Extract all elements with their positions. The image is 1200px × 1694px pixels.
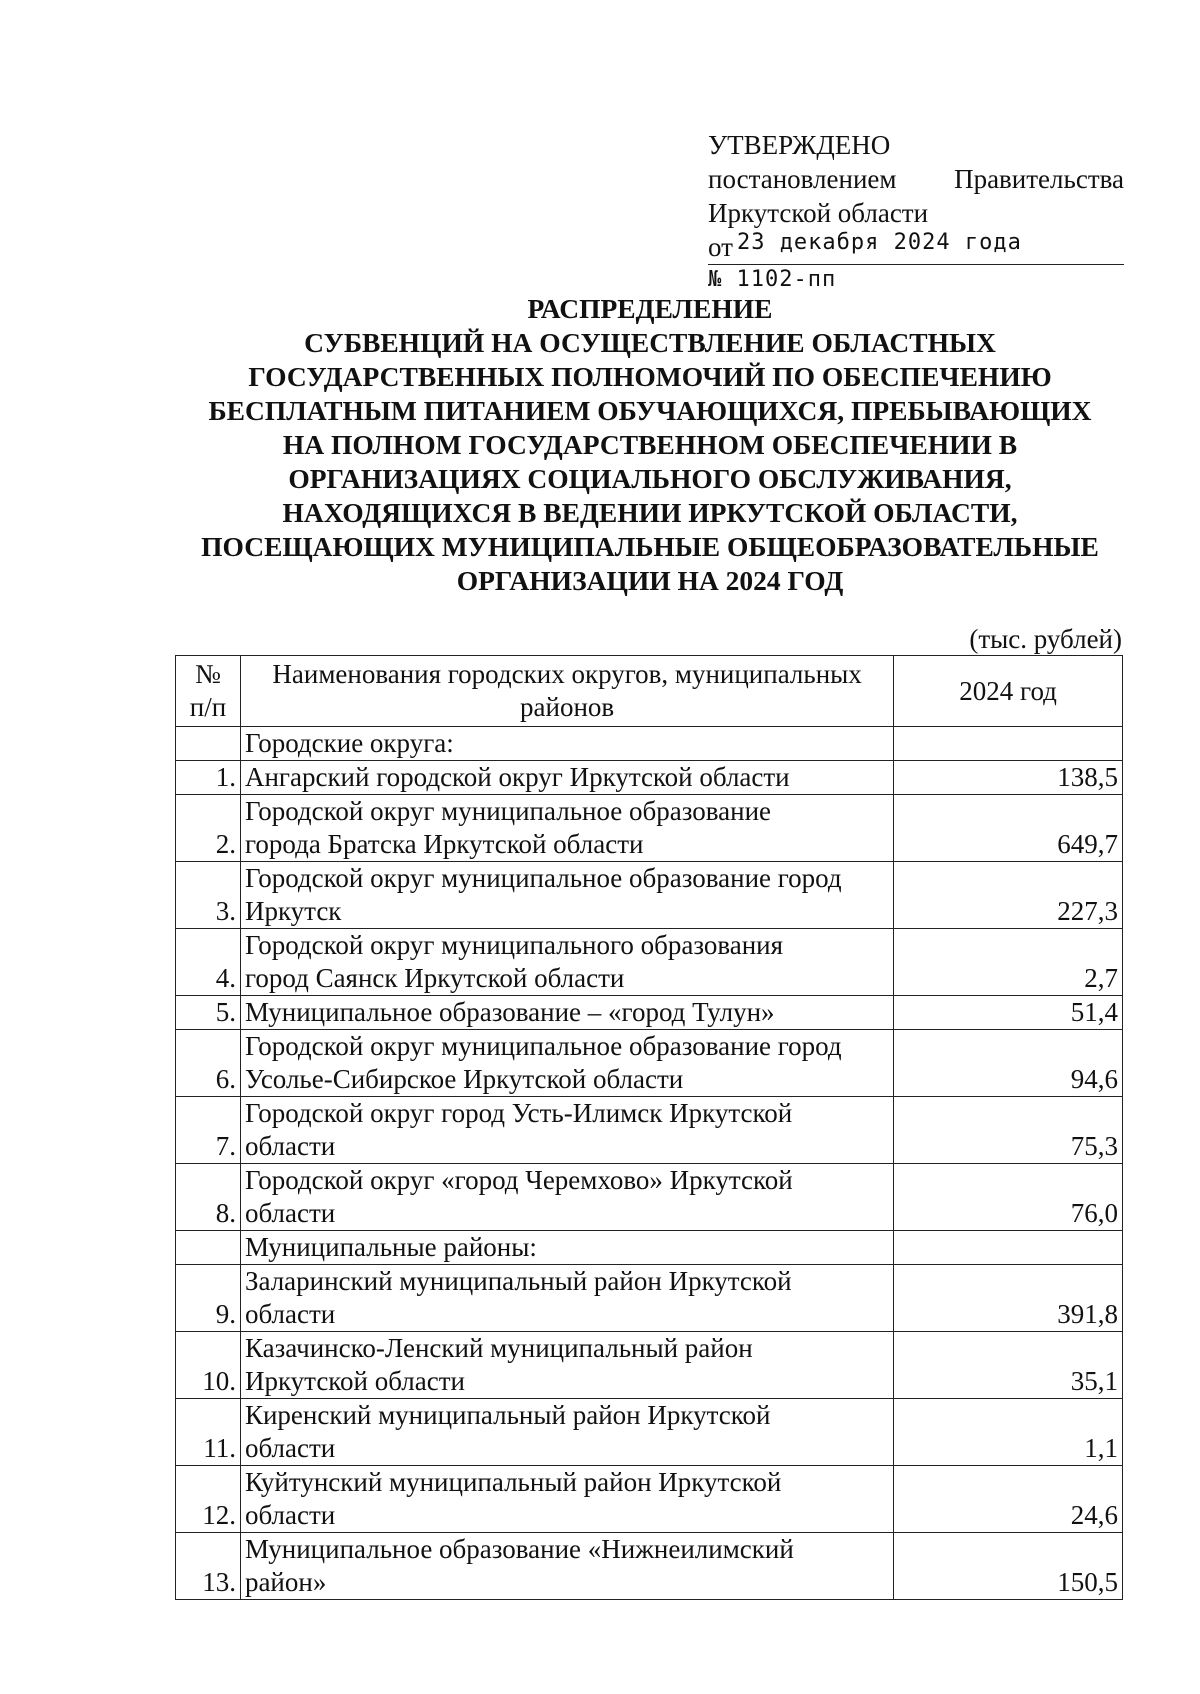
section-label: Городские округа: [240,727,893,761]
title-line: ОРГАНИЗАЦИИ НА 2024 ГОД [456,565,844,596]
section-row-city [176,727,1123,761]
row-number: 7. [176,1097,241,1164]
approval-number: № 1102-пп [708,267,837,292]
row-name: Казачинско-Ленский муниципальный район Иркутской области [240,1332,893,1399]
title-line: РАСПРЕДЕЛЕНИЕ [527,293,773,324]
title-line: СУБВЕНЦИЙ НА ОСУЩЕСТВЛЕНИЕ ОБЛАСТНЫХ [304,327,996,358]
row-number: 6. [176,1030,241,1097]
table-row [176,1097,1123,1164]
row-number: 2. [176,795,241,862]
table-row [176,795,1123,862]
header-name: Наименования городских округов, муниципальных районов [240,656,893,727]
row-name: Заларинский муниципальный район Иркутской области [240,1265,893,1332]
row-name: Городской округ муниципальное образование город Иркутск [240,862,893,929]
approved-label: УТВЕРЖДЕНО [708,130,891,160]
table-row [176,1466,1123,1533]
row-value: 76,0 [894,1164,1123,1231]
title-line: НАХОДЯЩИХСЯ В ВЕДЕНИИ ИРКУТСКОЙ ОБЛАСТИ, [282,497,1018,528]
title-line: ПОСЕЩАЮЩИХ МУНИЦИПАЛЬНЫЕ ОБЩЕОБРАЗОВАТЕЛЬНЫЕ [201,531,1099,562]
table-row [176,1265,1123,1332]
row-name: Куйтунский муниципальный район Иркутской области [240,1466,893,1533]
table-row [176,1164,1123,1231]
table-row [176,929,1123,996]
row-value: 2,7 [894,929,1123,996]
table-row [176,1533,1123,1600]
row-name: Киренский муниципальный район Иркутской области [240,1399,893,1466]
row-value: 1,1 [894,1399,1123,1466]
title-line: ГОСУДАРСТВЕННЫХ ПОЛНОМОЧИЙ ПО ОБЕСПЕЧЕНИЮ [248,361,1052,392]
approval-date-line [708,230,1124,265]
header-year: 2024 год [894,656,1123,727]
row-number: 1. [176,761,241,795]
table-row [176,761,1123,795]
row-number: 10. [176,1332,241,1399]
row-value: 75,3 [894,1097,1123,1164]
title-line: БЕСПЛАТНЫМ ПИТАНИЕМ ОБУЧАЮЩИХСЯ, ПРЕБЫВАЮЩИХ [208,395,1092,426]
row-number: 8. [176,1164,241,1231]
approved-region: Иркутской области [708,198,929,228]
units-label: (тыс. рублей) [969,624,1122,654]
table-header-row [176,656,1123,727]
row-value: 51,4 [894,996,1123,1030]
section-label: Муниципальные районы: [240,1231,893,1265]
table-row [176,996,1123,1030]
approval-date: 23 декабря 2024 года [736,230,1022,255]
row-number: 9. [176,1265,241,1332]
row-number: 4. [176,929,241,996]
row-number: 11. [176,1399,241,1466]
table-row [176,1399,1123,1466]
title-line: ОРГАНИЗАЦИЯХ СОЦИАЛЬНОГО ОБСЛУЖИВАНИЯ, [288,463,1012,494]
approved-by-line [708,162,1124,196]
row-name: Городской округ муниципальное образование город Усолье-Сибирское Иркутской области [240,1030,893,1097]
row-value: 227,3 [894,862,1123,929]
row-name: Ангарский городской округ Иркутской области [240,761,893,795]
row-name: Городской округ муниципального образования город Саянск Иркутской области [240,929,893,996]
row-value: 138,5 [894,761,1123,795]
document-title [150,292,1150,598]
approved-by-word: постановлением [708,164,897,194]
date-prefix: от [708,232,733,262]
row-name: Муниципальное образование – «город Тулун» [240,996,893,1030]
row-value: 649,7 [894,795,1123,862]
approval-stamp [708,128,1124,295]
row-name: Городской округ город Усть-Илимск Иркутской области [240,1097,893,1164]
row-number: 5. [176,996,241,1030]
header-number: № п/п [176,656,241,727]
row-number: 12. [176,1466,241,1533]
row-value: 94,6 [894,1030,1123,1097]
row-value: 35,1 [894,1332,1123,1399]
table-row [176,1030,1123,1097]
row-value: 24,6 [894,1466,1123,1533]
table-row [176,862,1123,929]
section-row-district [176,1231,1123,1265]
row-value: 150,5 [894,1533,1123,1600]
row-number: 3. [176,862,241,929]
row-number: 13. [176,1533,241,1600]
title-line: НА ПОЛНОМ ГОСУДАРСТВЕННОМ ОБЕСПЕЧЕНИИ В [282,429,1018,460]
approved-by-org: Правительства [954,164,1124,194]
distribution-table [175,655,1123,1600]
row-name: Городской округ «город Черемхово» Иркутской области [240,1164,893,1231]
row-name: Муниципальное образование «Нижнеилимский район» [240,1533,893,1600]
row-value: 391,8 [894,1265,1123,1332]
table-row [176,1332,1123,1399]
row-name: Городской округ муниципальное образование города Братска Иркутской области [240,795,893,862]
